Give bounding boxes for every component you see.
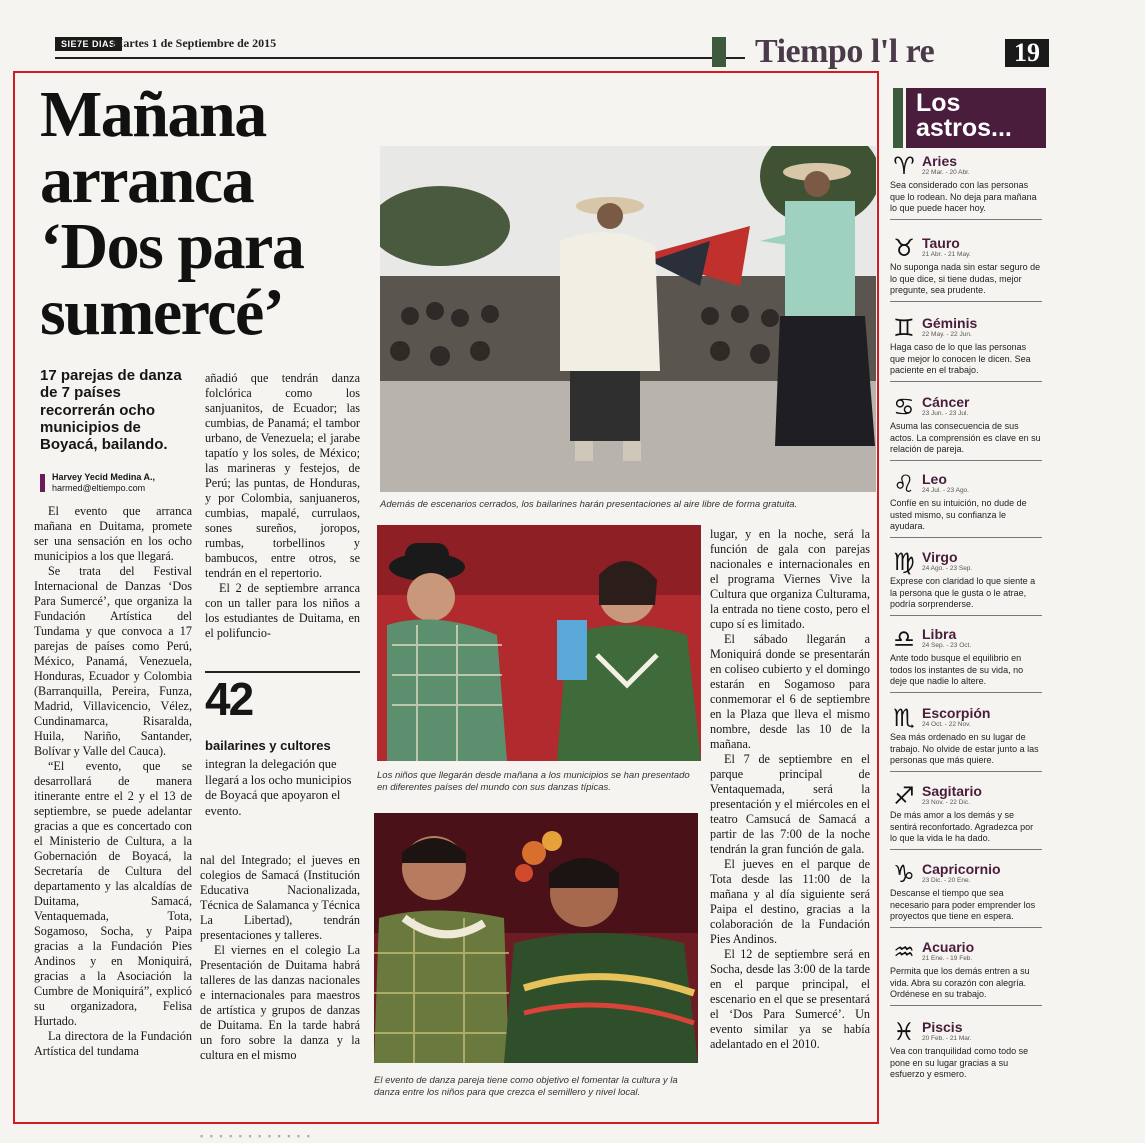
horoscope-sign	[890, 236, 1042, 302]
sign-divider	[890, 849, 1042, 850]
sign-name: Aries	[922, 153, 958, 169]
cancer-icon: ♋	[893, 393, 915, 421]
stat-label: bailarines y cultores	[205, 738, 331, 753]
paragraph: El jueves en el parque de Tota desde las 11:00 de la mañana y al día siguiente será Paipa el destino, gracias a la colaboración de la Fundación Pies Andinos.	[710, 857, 870, 946]
sign-name: Tauro	[922, 235, 960, 251]
article-headline: Mañana arranca ‘Dos para sumercé’	[40, 78, 304, 349]
author-email[interactable]: harmed@eltiempo.com	[52, 483, 146, 494]
sign-name: Piscis	[922, 1019, 963, 1035]
article-subhead: 17 parejas de danza de 7 países recorrerán ocho municipios de Boyacá, bailando.	[40, 367, 182, 453]
byline-marker	[40, 474, 45, 492]
aries-icon: ♈	[893, 152, 915, 180]
horoscope-sign	[890, 627, 1042, 693]
section-tag: SIE7E DIAS	[55, 37, 122, 51]
page-footer-marks: ▪ ▪ ▪ ▪ ▪ ▪ ▪ ▪ ▪ ▪ ▪ ▪	[200, 1131, 312, 1141]
sign-dates: 23 Jun. - 23 Jul.	[922, 410, 969, 418]
paragraph: El 7 de septiembre en el parque principal de Ventaquemada, será la presentación y el miércoles en el teatro Camsucá de Samacá a partir de las 7:00 de la noche tendrán la gran función de gala.	[710, 752, 870, 856]
horoscope-sign	[890, 472, 1042, 538]
sign-text: Exprese con claridad lo que siente a la persona que le gusta o le atrae, podría sorprenderse.	[890, 576, 1036, 610]
sign-divider	[890, 537, 1042, 538]
sign-text: De más amor a los demás y se sentirá reconfortado. Agradezca por lo que la vida le ha dado.	[890, 810, 1034, 844]
sign-name: Capricornio	[922, 861, 1001, 877]
sign-dates: 23 Nov. - 22 Dic.	[922, 799, 970, 807]
sign-dates: 22 Mar. - 20 Abr.	[922, 169, 970, 177]
sign-divider	[890, 460, 1042, 461]
scorpio-icon: ♏	[893, 704, 915, 732]
photo-outdoor-dancers	[380, 146, 876, 492]
sign-text: Confíe en su intuición, no dude de usted mismo, su confianza le ayudara.	[890, 498, 1027, 532]
sign-text: Vea con tranquilidad como todo se pone en su lugar gracias a su esfuerzo y esmero.	[890, 1046, 1029, 1080]
sign-dates: 22 May. - 22 Jun.	[922, 331, 972, 339]
stat-number: 42	[205, 673, 253, 725]
article-column-1	[34, 504, 192, 1059]
leo-icon: ♌	[893, 470, 915, 498]
horoscope-sign	[890, 706, 1042, 772]
sign-divider	[890, 1005, 1042, 1006]
sign-dates: 21 Ene. - 19 Feb.	[922, 955, 973, 963]
sign-text: Sea considerado con las personas que lo rodean. No deja para mañana lo que puede hacer hoy.	[890, 180, 1037, 214]
section-accent-bar	[712, 37, 726, 67]
sign-divider	[890, 301, 1042, 302]
taurus-icon: ♉	[893, 234, 915, 262]
sign-divider	[890, 381, 1042, 382]
sign-divider	[890, 771, 1042, 772]
sign-name: Géminis	[922, 315, 978, 331]
article-column-2-bottom	[200, 853, 360, 1063]
photo-children-dancers	[377, 525, 701, 761]
pisces-icon: ♓	[893, 1018, 915, 1046]
article-column-2-top	[205, 371, 360, 641]
horoscope-sign	[890, 154, 1042, 220]
paragraph: nal del Integrado; el jueves en colegios de Samacá (Institución Educativa Nacionalizada, Técnica de Salamanca y Técnica La Libertad), tendrán presentaciones y talleres.	[200, 853, 360, 942]
sign-text: Ante todo busque el equilibrio en todos los instantes de su vida, no deje que nadie lo altere.	[890, 653, 1024, 687]
sign-divider	[890, 219, 1042, 220]
sign-name: Escorpión	[922, 705, 991, 721]
capricorn-icon: ♑	[893, 860, 915, 888]
sign-text: Descanse el tiempo que sea necesario para poder emprender los proyectos que tiene en espera.	[890, 888, 1036, 922]
paragraph: lugar, y en la noche, será la función de gala con parejas nacionales e internacionales en el programa Viernes Vive la Cultura que organiza Culturama, la entrada no tiene costo, pero el cupo sí es limitado.	[710, 527, 870, 631]
photo3-caption: El evento de danza pareja tiene como objetivo el fomentar la cultura y la danza entre los niños para que crezca el semillero y nivel local.	[374, 1075, 678, 1099]
section-title: Tiempo l'l re	[755, 33, 935, 70]
photo2-caption: Los niños que llegarán desde mañana a los municipios se han presentado en diferentes países del mundo con sus danzas típicas.	[377, 770, 690, 794]
sign-divider	[890, 927, 1042, 928]
horoscope-sign	[890, 940, 1042, 1006]
sign-name: Cáncer	[922, 394, 970, 410]
sign-text: No suponga nada sin estar seguro de lo que dice, si tiene dudas, mejor pregunte, sea prudente.	[890, 262, 1041, 296]
horoscope-sign	[890, 316, 1042, 382]
horoscope-sign	[890, 1020, 1042, 1081]
sagittarius-icon: ♐	[893, 782, 915, 810]
horoscope-sign	[890, 550, 1042, 616]
libra-icon: ♎	[893, 625, 915, 653]
photo1-caption: Además de escenarios cerrados, los bailarines harán presentaciones al aire libre de forma gratuita.	[380, 499, 798, 510]
virgo-icon: ♍	[893, 548, 915, 576]
paragraph: añadió que tendrán danza folclórica como los sanjuanitos, de Ecuador; las cumbias, de Panamá; el tambor urbano, de Venezuela; el jarabe tapatío y los soles, de México; las marineras y festejos, de Perú; las puntas, de Honduras, y por Colombia, sanjuaneros, cumbias, mapalé, currulaos, sones sureños, joropos, rumbas, torbellinos y bambucos, entre otros, se tendrán en el repertorio.	[205, 371, 360, 580]
paragraph: El evento que arranca mañana en Duitama, promete ser una sensación en los ocho municipios a los que llegará.	[34, 504, 192, 563]
article-column-3	[710, 527, 870, 1052]
sign-name: Leo	[922, 471, 947, 487]
sign-dates: 21 Abr. - 21 May.	[922, 251, 971, 259]
paragraph: “El evento, que se desarrollará de manera itinerante entre el 2 y el 13 de septiembre, se puede adelantar gracias a que es concertado con el Ministerio de Cultura, a la Gobernación de Boyacá, la Secretaría de Cultura del departamento y las alcaldías de Duitama, Samacá, Ventaquemada, Tota, Sogamoso, Socha, y Paipa gracias a la Fundación Pies Andinos y en Moniquirá, gracias a la Asociación la Cumbre de Moniquirá”, explicó su organizadora, Felisa Hurtado.	[34, 759, 192, 1028]
sign-dates: 24 Oct. - 22 Nov.	[922, 721, 971, 729]
paragraph: El 12 de septiembre será en Socha, desde las 3:00 de la tarde en el parque principal, el escenario en el que se presentará el ‘Dos Para Sumercé’. Un evento similar ya se había adelantado en el 2010.	[710, 947, 870, 1051]
issue-date: Martes 1 de Septiembre de 2015	[112, 36, 277, 50]
photo-kids-posing	[374, 813, 698, 1063]
sign-dates: 24 Ago. - 23 Sep.	[922, 565, 973, 573]
paragraph: El viernes en el colegio La Presentación de Duitama habrá talleres de las danzas nacionales e internacionales para maestros de artística y grupos de danzas de Duitama. En la tarde habrá un foro sobre la danza y la cultura en el mismo	[200, 943, 360, 1062]
horoscope-sign	[890, 395, 1042, 461]
sign-text: Asuma las consecuencia de sus actos. La comprensión es clave en su relación de pareja.	[890, 421, 1041, 455]
paragraph: Se trata del Festival Internacional de Danzas ‘Dos Para Sumercé’, que organiza la Fundación Artística del Tundama y que convoca a 17 parejas de países como Perú, México, Panamá, Venezuela, Honduras, Ecuador y Colombia (Barranquilla, Pereira, Funza, Madrid, Villavicencio, Vélez, Cundinamarca, Risaralda, Huila, Nariño, Santander, Bolívar y Valle del Cauca).	[34, 564, 192, 758]
sign-text: Sea más ordenado en su lugar de trabajo. No olvide de estar junto a las personas que más quiere.	[890, 732, 1039, 766]
paragraph: La directora de la Fundación Artística del tundama	[34, 1029, 192, 1058]
sign-text: Permita que los demás entren a su vida. Abra su corazón con alegría. Ordénese en su trabajo.	[890, 966, 1030, 1000]
sign-divider	[890, 615, 1042, 616]
sign-dates: 24 Sep. - 23 Oct.	[922, 642, 972, 650]
sign-dates: 20 Feb. - 21 Mar.	[922, 1035, 972, 1043]
sign-name: Acuario	[922, 939, 975, 955]
sign-name: Virgo	[922, 549, 958, 565]
paragraph: El 2 de septiembre arranca con un taller para los niños a los estudiantes de Duitama, en el polifuncio-	[205, 581, 360, 640]
gemini-icon: ♊	[893, 314, 915, 342]
horoscope-accent-bar	[893, 88, 903, 148]
sign-name: Sagitario	[922, 783, 982, 799]
byline	[52, 472, 155, 495]
sign-divider	[890, 692, 1042, 693]
sign-name: Libra	[922, 626, 957, 642]
header-rule	[55, 57, 745, 59]
author-name: Harvey Yecid Medina A.,	[52, 472, 156, 482]
paragraph: El sábado llegarán a Moniquirá donde se presentarán en coliseo cubierto y el domingo estarán en Sogamoso para conmemorar el 6 de septiembre en la Plaza que lleva el mismo nombre, desde las 10 de la mañana.	[710, 632, 870, 751]
stat-text: integran la delegación que llegará a los ocho municipios de Boyacá que apoyaron el evento.	[205, 757, 352, 818]
page-number: 19	[1005, 39, 1049, 67]
horoscope-sign	[890, 862, 1042, 928]
horoscope-sign	[890, 784, 1042, 850]
sign-dates: 23 Dic. - 20 Ene.	[922, 877, 971, 885]
sign-dates: 24 Jul. - 23 Ago.	[922, 487, 969, 495]
sign-text: Haga caso de lo que las personas que mejor lo conocen le dicen. Sea paciente en el trabajo.	[890, 342, 1031, 376]
aquarius-icon: ♒	[893, 938, 915, 966]
horoscope-title: Los astros...	[906, 88, 1046, 148]
